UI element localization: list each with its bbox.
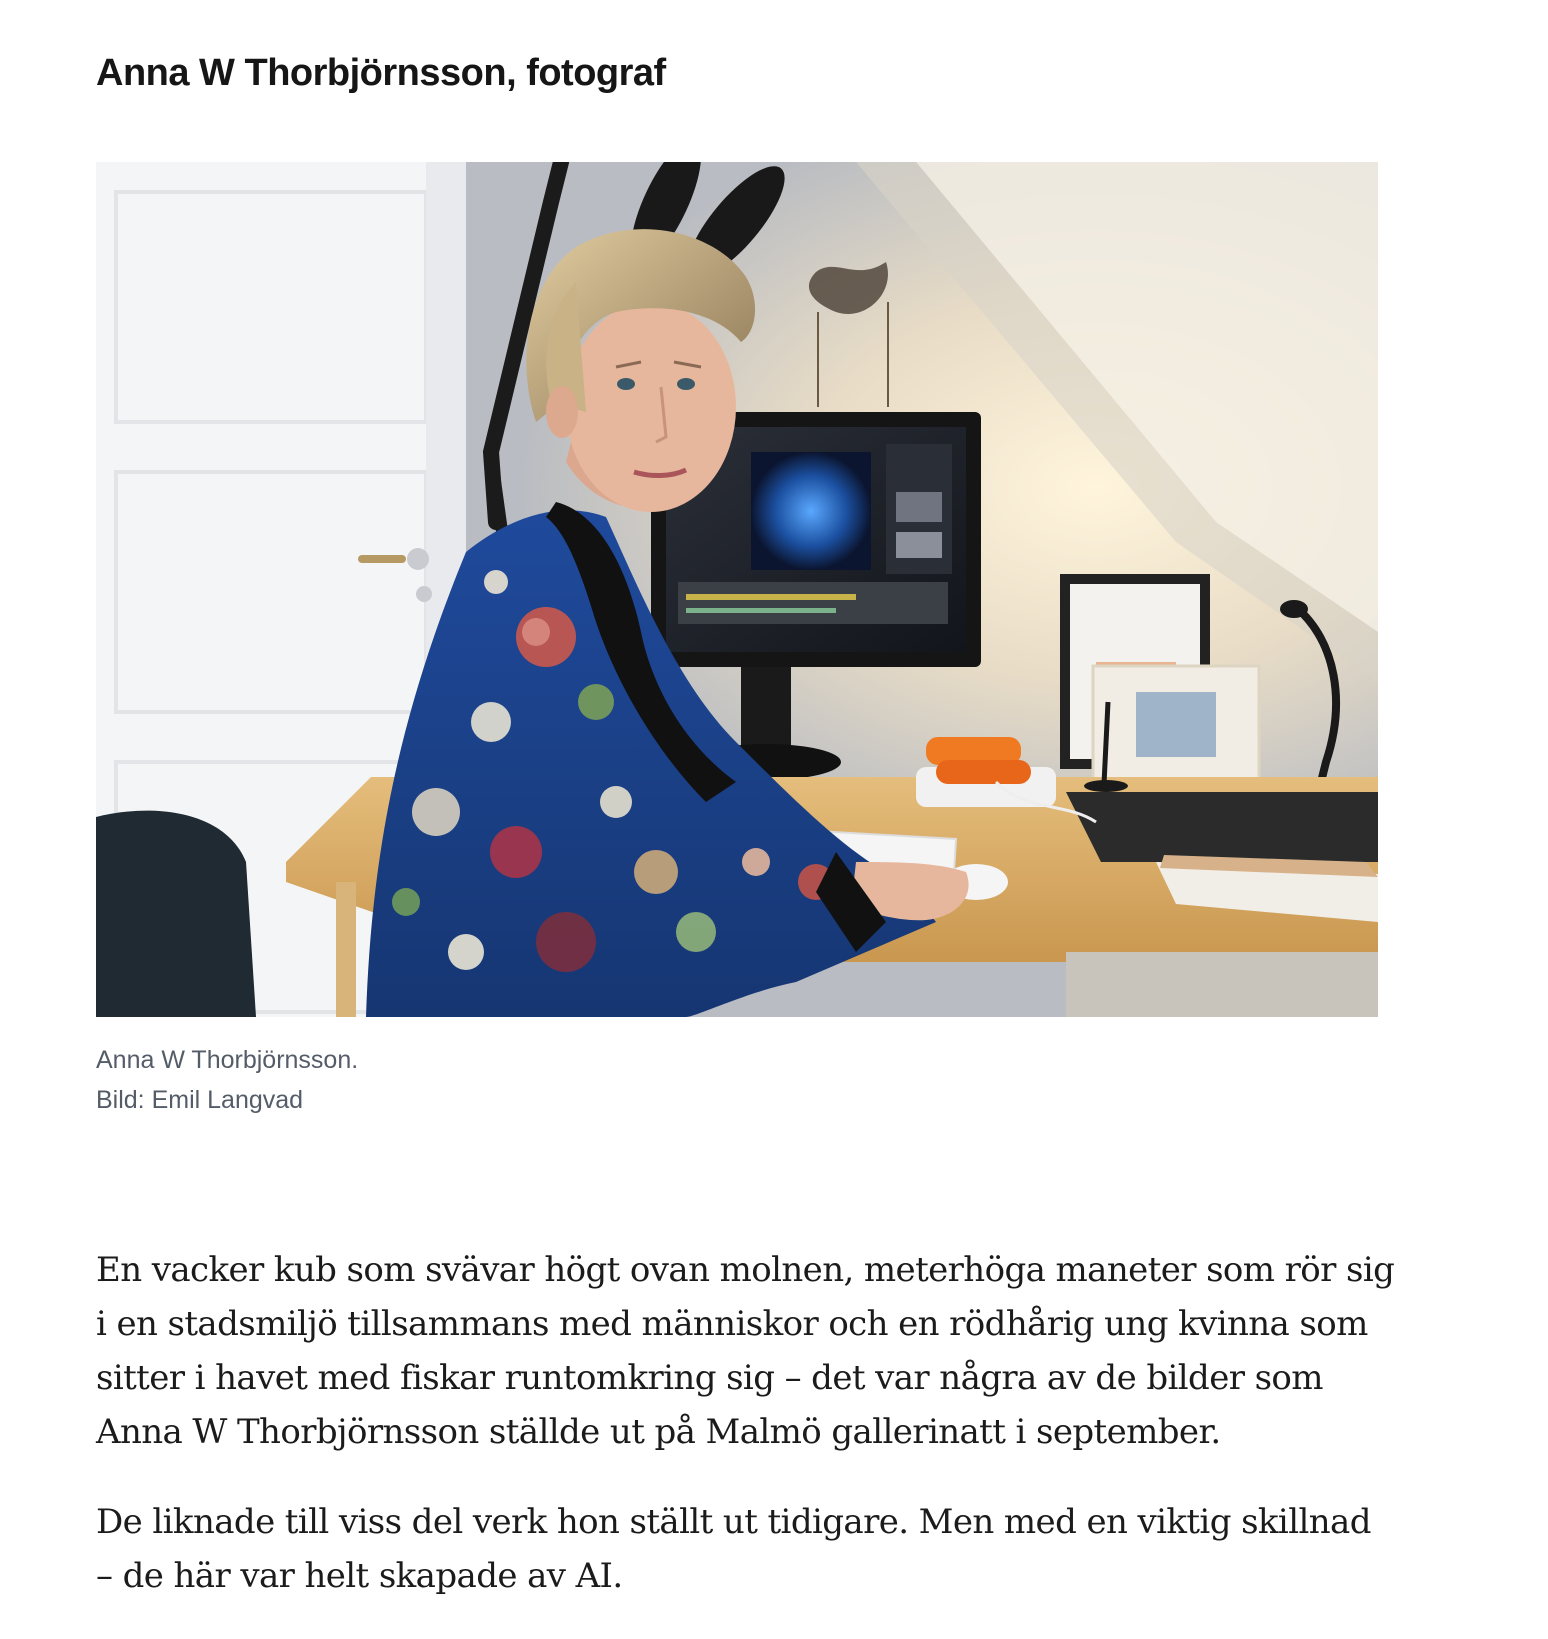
article-body (96, 1243, 1396, 1639)
photo-portrait-at-desk (96, 162, 1378, 1017)
photo-credit: Bild: Emil Langvad (96, 1086, 304, 1114)
section-heading: Anna W Thorbjörnsson, fotograf (96, 52, 666, 94)
photo-caption (96, 1040, 358, 1120)
article-photo[interactable] (96, 162, 1378, 1017)
caption-text: Anna W Thorbjörnsson. (96, 1046, 359, 1074)
body-paragraph-1: En vacker kub som svävar högt ovan molnen, meterhöga maneter som rör sig i en stadsmiljö tillsammans med människor och en rödhårig ung kvinna som sitter i havet med fiskar runtomkring sig – det var några av de bilder som Anna W Thorbjörnsson ställde ut på Malmö gallerinatt i september. (96, 1250, 1395, 1452)
body-paragraph-2: De liknade till viss del verk hon ställt ut tidigare. Men med en viktig skillnad – de här var helt skapade av AI. (96, 1502, 1371, 1596)
